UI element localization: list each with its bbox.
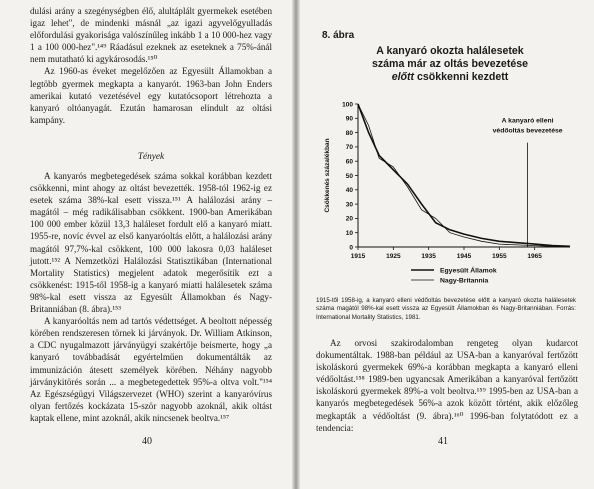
series-line-2 [358,104,570,247]
figure-label: 8. ábra [322,30,355,41]
y-tick-label: 100 [342,101,353,109]
y-tick-label: 90 [345,115,353,123]
x-tick-label: 1965 [527,253,542,260]
right-paragraph-1: Az orvosi szakirodalomban rengeteg olyan kudarcot dokumentáltak. 1988-ban például az USA-ban a kanyaróval fertőzött iskoláskorú gyermekek 69%-a korábban megkapta a kanyaró elleni védőoltást.¹⁵⁸ 1989-ben ugyancsak Amerikában a kanyaróval fertőzött iskoláskorú gyermekek 89%-a volt beoltva.¹⁵⁹ 1995-ben az USA-ban a kanyarós megbetegedések 56%-a azok között történt, akik előzőleg megkapták a védőoltást (9. ábra).¹⁶⁰ 1996-ban folytatódott ez a tendencia: [316,338,578,433]
left-paragraph-1: dulási arány a szegénységben élő, alultáplált gyermekek esetében igaz lehet", de mindenki másnál „az igazi agyvelőgyulladás előfordulási gyakorisága valószínűleg inkább 1 a 10 000-hez vagy 1 a 100 000-hez".¹⁴⁹ Ráadásul ezeknek az eseteknek a 75%-ánál nem mutatható ki agykárosodás.¹⁵⁰ [30,6,272,65]
legend-label-2: Nagy-Britannia [440,277,489,285]
y-tick-label: 60 [345,158,353,166]
annotation-label-line-1: A kanyaró elleni [501,117,554,125]
book-gutter [292,0,300,489]
figure-title [335,45,565,84]
figure-caption: 1915-től 1958-ig, a kanyaró elleni védőoltás bevezetése előtt a kanyaró okozta halálesetek száma magától 98%-kal esett vissza az Egyesült Államokban és Nagy-Britanniában. Forrás: International Mortality Statistics, 1981. [316,297,576,321]
left-paragraph-4: A kanyaróoltás nem ad tartós védettséget. A beoltott népesség körében rendszeresen törnek ki járványok. Dr. William Atkinson, a CDC nyugalmazott járványügyi szakértője beismerte, hogy „a kanyaró továbbadását egyértelműen dokumentálták az immunizáción átesett személyek körében. Néhány nagyobb járványkitörés során ... a megbetegedettek 95%-a oltva volt."¹⁵⁴ Az Egészségügyi Világszervezet (WHO) szerint a kanyaróvírus olyan fertőzés kockázata 15-ször nagyobb azoknál, akik oltást kaptak ellene, mint azoknál, akik nincsenek beoltva.¹⁵⁷ [30,316,272,423]
x-tick-label: 1955 [492,253,507,260]
y-tick-label: 0 [349,244,353,252]
y-tick-label: 40 [345,187,353,195]
figure-title-rest: csökkenni kezdett [414,71,509,83]
page-number-right: 41 [438,436,448,447]
y-tick-label: 10 [345,230,353,237]
left-paragraph-3: A kanyarós megbetegedések száma sokkal korábban kezdett csökkenni, mint ahogy az oltást bevezették. 1958-tól 1962-ig ez esetek száma 38%-kal esett vissza.¹⁵¹ A halálozási arány – magától – még radikálisabban csökkent. 1900-ban Amerikában 100 000 ember közül 13,3 haláleset fordult elő a kanyaró miatt. 1955-re, novíc évvel az első kanyaróoltás előtt, a halálozási arány magától 97,7%-kal csökkent, 100 000 lakosra 0,03 haláleset jutott.¹⁵² A Nemzetközi Halálozási Statisztikában (International Mortality Statistics) megjelent adatok megerősítik ezt a csökkenést: 1915-től 1958-ig a kanyaró miatti halálesetek száma 98%-kal esett vissza az Egyesült Államokban és Nagy-Britanniában (8. ábra).¹⁵³ [30,171,272,315]
right-text-block [316,337,578,434]
x-tick-label: 1915 [350,253,366,260]
page-number-left: 40 [142,436,152,447]
legend-label-1: Egyesült Államok [440,267,497,275]
figure-title-emphasis: előtt [391,71,415,83]
annotation-label-line-2: védőoltás bevezetése [492,127,563,135]
series-line-1 [358,104,570,246]
y-axis-label: Csökkenés százalékban [324,138,331,213]
figure-title-line-3 [335,71,565,84]
figure-title-line-1: A kanyaró okozta halálesetek [376,45,524,57]
y-tick-label: 70 [345,144,353,152]
y-tick-label: 30 [345,201,353,209]
y-tick-label: 20 [345,215,353,223]
mortality-chart [316,96,586,292]
x-tick-label: 1925 [386,253,401,260]
left-paragraph-2: Az 1960-as éveket megelőzően az Egyesült Államokban a legtöbb gyermek megkapta a kanyarót. 1963-ban John Enders amerikai kutató vezetésével egy kutatócsoport létrehozta a kanyaró oltóanyagát. Ezután hamarosan elindult az oltási kampány. [30,66,272,125]
left-text-block-2 [30,170,272,424]
left-text-block [30,5,272,126]
figure-title-line-2: száma már az oltás bevezetése [371,58,529,70]
x-tick-label: 1945 [456,253,472,260]
y-tick-label: 50 [345,172,353,180]
x-tick-label: 1935 [421,253,436,260]
section-heading: Tények [137,152,165,162]
y-tick-label: 80 [345,129,353,137]
